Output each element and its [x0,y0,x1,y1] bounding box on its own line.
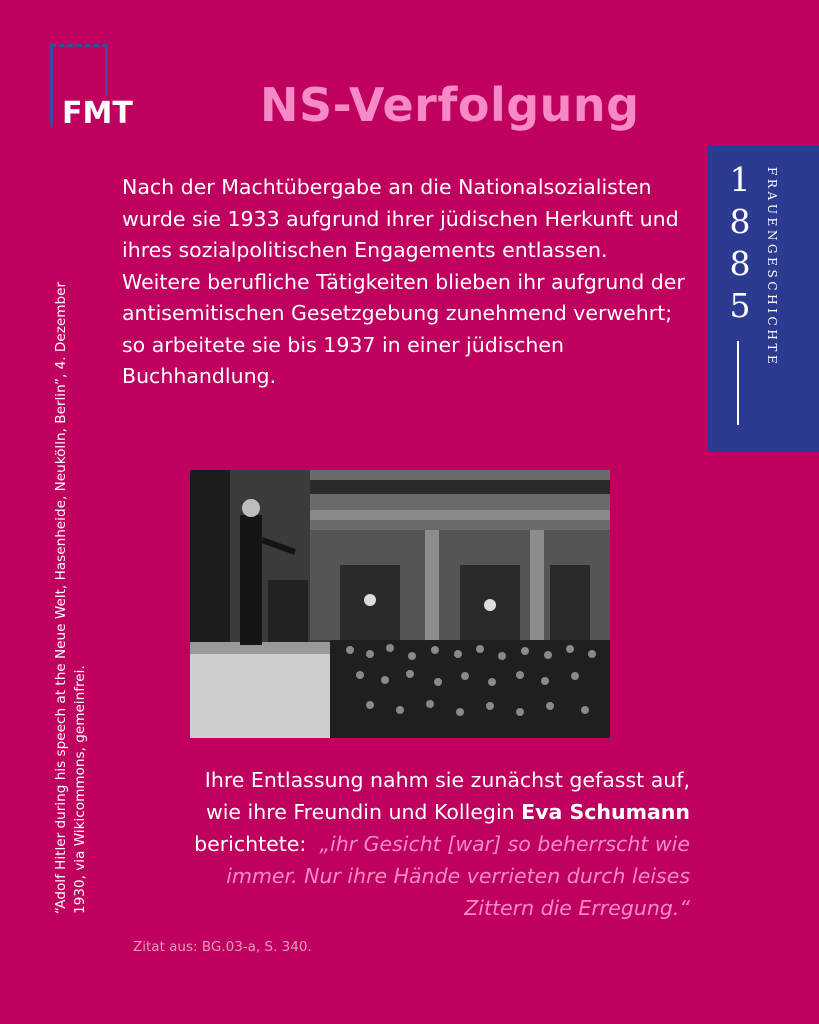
caption-line: 1930, via Wikicommons, gemeinfrei. [72,665,88,914]
year-digit: 1 [729,160,751,199]
sidebar-label: FRAUENGESCHICHTE [765,167,779,368]
person-name: Eva Schumann [521,800,690,824]
quote-text: immer. Nur ihre Hände verrieten durch leises [226,864,690,888]
quote-block [100,764,690,924]
quote-lead-text: wie ihre Freundin und Kollegin [205,800,515,824]
citation-source: Zitat aus: BG.03-a, S. 340. [133,939,312,955]
year-digit: 8 [729,202,751,241]
page-title: NS-Verfolgung [260,78,640,132]
fmt-logo [50,44,140,134]
quote-text: „ihr Gesicht [war] so beherrscht wie [319,832,690,856]
caption-line: “Adolf Hitler during his speech at the Neue Welt, Hasenheide, Neukölln, Berlin”, 4. Dezember [53,281,69,914]
speech-photo-illustration [190,470,610,738]
quote-lead-line [100,828,690,860]
body-paragraph: Nach der Machtübergabe an die Nationalsozialisten wurde sie 1933 aufgrund ihrer jüdischen Herkunft und ihres sozialpolitischen Engagements entlassen. Weitere berufliche Tätigkeiten blieben ihr aufgrund der antisemitischen Gesetzgebung zunehmend verwehrt; so arbeitete sie bis 1937 in einer jüdischen Buchhandlung. [122,175,685,388]
quote-lead-line: Ihre Entlassung nahm sie zunächst gefasst auf, [204,768,690,792]
year-number [725,159,755,327]
year-digit: 8 [729,244,751,283]
photo-caption [52,158,90,914]
year-divider [737,341,739,425]
year-digit: 5 [729,286,751,325]
quote-lead-line [100,796,690,828]
logo-text: FMT [62,96,133,131]
historical-photo [190,470,610,738]
quote-text: Zittern die Erregung.“ [464,896,690,920]
quote-lead-text: berichtete: [194,832,307,856]
year-sidebar [707,145,819,452]
